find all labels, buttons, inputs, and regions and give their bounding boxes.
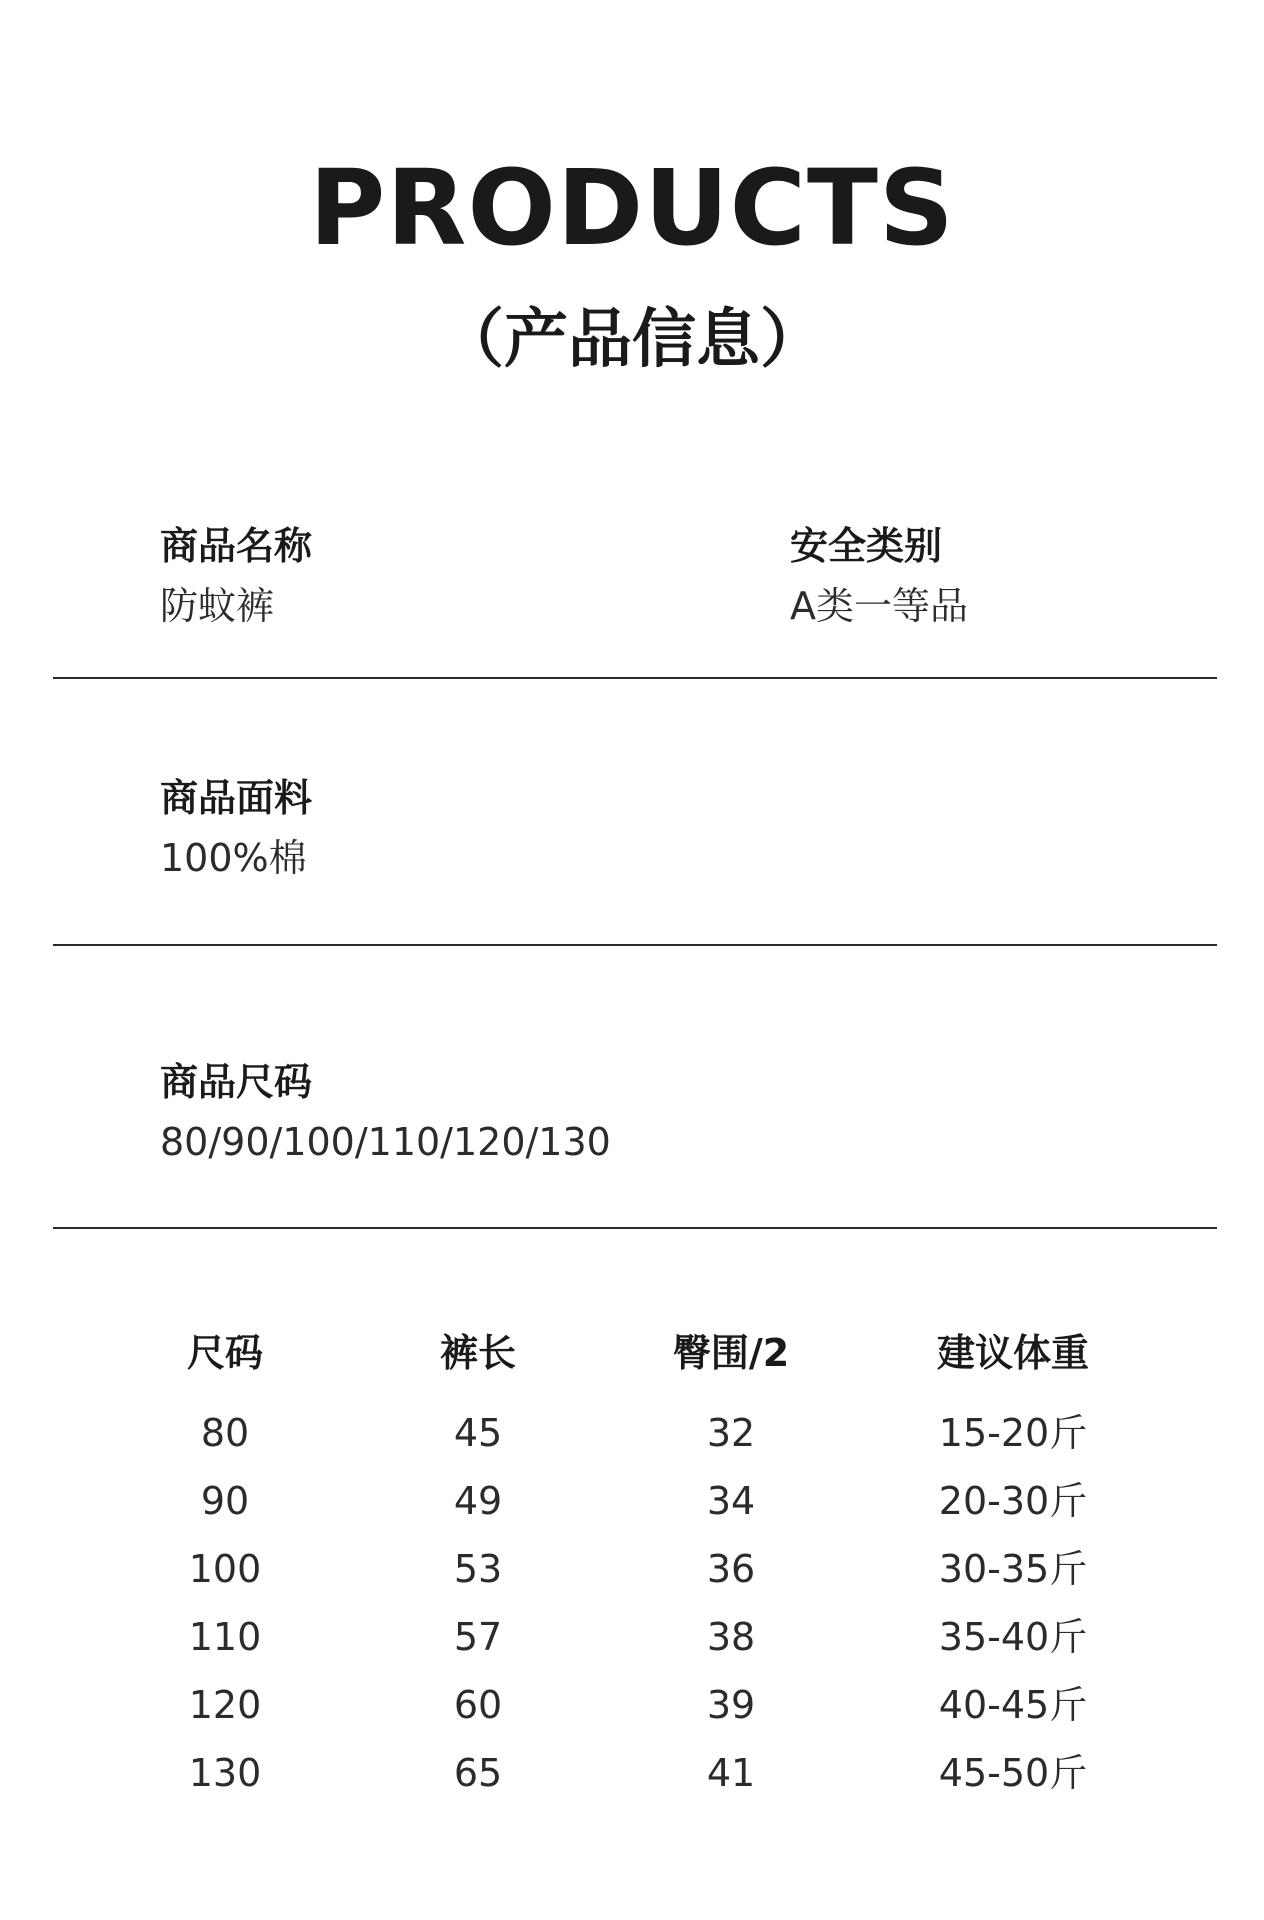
cell-hip-half: 34 (706, 1479, 756, 1523)
sizes-field (160, 1058, 611, 1166)
cell-weight: 20-30斤 (938, 1479, 1088, 1523)
page-subtitle: （产品信息） (440, 303, 824, 377)
cell-pants-length: 65 (453, 1751, 503, 1795)
divider (53, 944, 1217, 946)
cell-pants-length: 60 (453, 1683, 503, 1727)
cell-weight: 35-40斤 (938, 1615, 1088, 1659)
fabric-field (160, 774, 312, 882)
page-title: PRODUCTS (309, 147, 955, 269)
header-size: 尺码 (186, 1331, 263, 1375)
cell-size: 110 (188, 1615, 262, 1659)
table-row (0, 1609, 1264, 1677)
cell-size: 80 (200, 1411, 250, 1455)
cell-pants-length: 57 (453, 1615, 503, 1659)
cell-weight: 40-45斤 (938, 1683, 1088, 1727)
cell-pants-length: 49 (453, 1479, 503, 1523)
header-hip-half: 臀围/2 (672, 1331, 790, 1375)
cell-hip-half: 36 (706, 1547, 756, 1591)
cell-size: 90 (200, 1479, 250, 1523)
table-header (0, 1325, 1264, 1405)
product-name-field (160, 522, 312, 630)
cell-size: 130 (188, 1751, 262, 1795)
divider (53, 1227, 1217, 1229)
fabric-value: 100%棉 (160, 836, 307, 880)
cell-size: 120 (188, 1683, 262, 1727)
table-row (0, 1541, 1264, 1609)
size-table (0, 1325, 1264, 1813)
table-row (0, 1745, 1264, 1813)
cell-hip-half: 41 (706, 1751, 756, 1795)
table-row (0, 1677, 1264, 1745)
cell-weight: 30-35斤 (938, 1547, 1088, 1591)
cell-weight: 45-50斤 (938, 1751, 1088, 1795)
fabric-label: 商品面料 (160, 776, 313, 820)
header-pants-length: 裤长 (439, 1331, 516, 1375)
product-name-label: 商品名称 (160, 524, 313, 568)
sizes-value: 80/90/100/110/120/130 (160, 1120, 611, 1164)
safety-category-value: A类一等品 (790, 584, 968, 628)
cell-weight: 15-20斤 (938, 1411, 1088, 1455)
cell-size: 100 (188, 1547, 262, 1591)
safety-category-label: 安全类别 (790, 524, 943, 568)
divider (53, 677, 1217, 679)
safety-category-field (790, 522, 968, 630)
cell-hip-half: 39 (706, 1683, 756, 1727)
sizes-label: 商品尺码 (160, 1060, 313, 1104)
cell-pants-length: 53 (453, 1547, 503, 1591)
table-row (0, 1405, 1264, 1473)
product-name-value: 防蚊裤 (160, 584, 275, 628)
table-row (0, 1473, 1264, 1541)
cell-hip-half: 32 (706, 1411, 756, 1455)
header-weight: 建议体重 (936, 1331, 1089, 1375)
cell-pants-length: 45 (453, 1411, 503, 1455)
cell-hip-half: 38 (706, 1615, 756, 1659)
